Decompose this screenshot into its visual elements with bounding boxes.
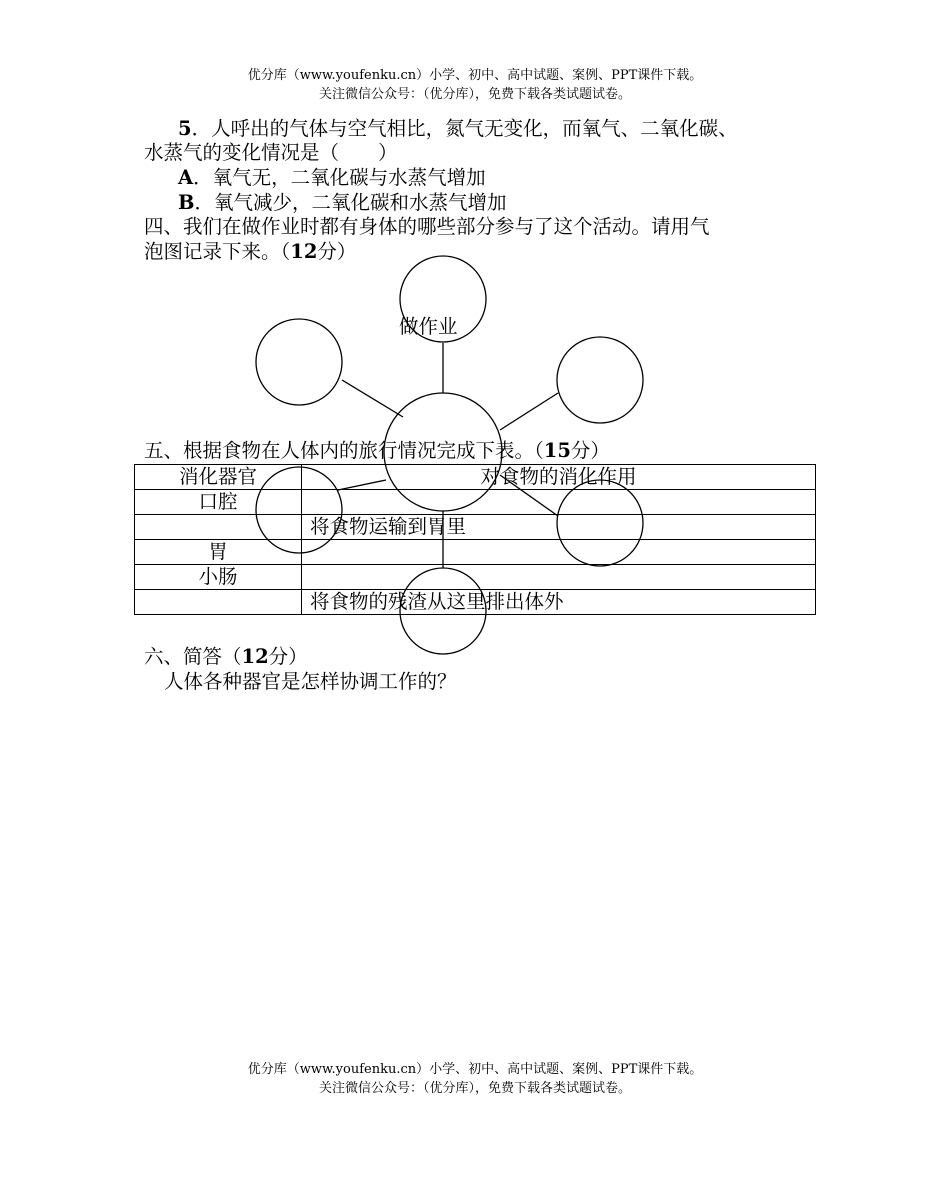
section-6-title	[144, 645, 308, 668]
connector-upper-right	[500, 393, 558, 430]
section-5-title-post: 分）	[570, 439, 610, 462]
page-header-line-2: 关注微信公众号：（优分库），免费下载各类试题试卷。	[318, 87, 631, 102]
table-cell-organ[interactable]	[135, 515, 302, 540]
table-cell-organ: 胃	[135, 540, 302, 565]
table-header-function: 对食物的消化作用	[302, 465, 816, 490]
connector-upper-left	[342, 380, 403, 417]
option-b-text: ．氧气减少，二氧化碳和水蒸气增加	[194, 191, 507, 214]
question-5-option-a	[178, 166, 486, 189]
section-6-title-post: 分）	[268, 645, 308, 668]
question-5-number: 5	[178, 117, 192, 140]
bubble-upper-right	[557, 337, 643, 423]
table-row	[135, 565, 816, 590]
table-cell-function[interactable]	[302, 565, 816, 590]
bubble-center-label: 做作业	[399, 315, 458, 338]
table-header-organ: 消化器官	[135, 465, 302, 490]
page-footer-line-1: 优分库（www.youfenku.cn）小学、初中、高中试题、案例、PPT课件下载。	[247, 1062, 703, 1077]
section-4-line-2-post: 分）	[317, 240, 357, 263]
table-row	[135, 515, 816, 540]
option-a-text: ．氧气无，二氧化碳与水蒸气增加	[193, 166, 486, 189]
page-header-line-1: 优分库（www.youfenku.cn）小学、初中、高中试题、案例、PPT课件下载。	[247, 68, 703, 83]
table-cell-organ: 小肠	[135, 565, 302, 590]
section-6-title-pre: 六、简答（	[144, 645, 242, 668]
page-footer-line-2: 关注微信公众号：（优分库），免费下载各类试题试卷。	[318, 1081, 631, 1096]
question-5-line-1	[178, 117, 738, 140]
section-6-question: 人体各种器官是怎样协调工作的？	[164, 670, 457, 693]
section-4-line-2-pre: 泡图记录下来。（	[144, 240, 291, 263]
digestion-table	[134, 464, 816, 615]
table-row	[135, 490, 816, 515]
section-4-line-2	[144, 240, 356, 263]
table-cell-function[interactable]	[302, 540, 816, 565]
bubble-upper-left	[256, 319, 342, 405]
question-5-line-2: 水蒸气的变化情况是（ ）	[144, 141, 398, 164]
section-6-score: 12	[241, 645, 269, 668]
table-cell-function: 将食物的残渣从这里排出体外	[302, 590, 816, 615]
table-row	[135, 540, 816, 565]
question-5-option-b	[178, 191, 507, 214]
section-4-score: 12	[290, 240, 318, 263]
table-row	[135, 590, 816, 615]
table-cell-function[interactable]	[302, 490, 816, 515]
section-5-title-pre: 五、根据食物在人体内的旅行情况完成下表。（	[144, 439, 544, 462]
question-5-text: ．人呼出的气体与空气相比，氮气无变化，而氧气、二氧化碳、	[191, 117, 738, 140]
table-header-row	[135, 465, 816, 490]
table-cell-function: 将食物运输到胃里	[302, 515, 816, 540]
table-cell-organ: 口腔	[135, 490, 302, 515]
option-a-letter: A	[178, 166, 194, 189]
section-5-score: 15	[543, 439, 571, 462]
section-4-line-1: 四、我们在做作业时都有身体的哪些部分参与了这个活动。请用气	[144, 215, 710, 238]
option-b-letter: B	[178, 191, 195, 214]
table-cell-organ[interactable]	[135, 590, 302, 615]
section-5-title	[144, 439, 610, 462]
